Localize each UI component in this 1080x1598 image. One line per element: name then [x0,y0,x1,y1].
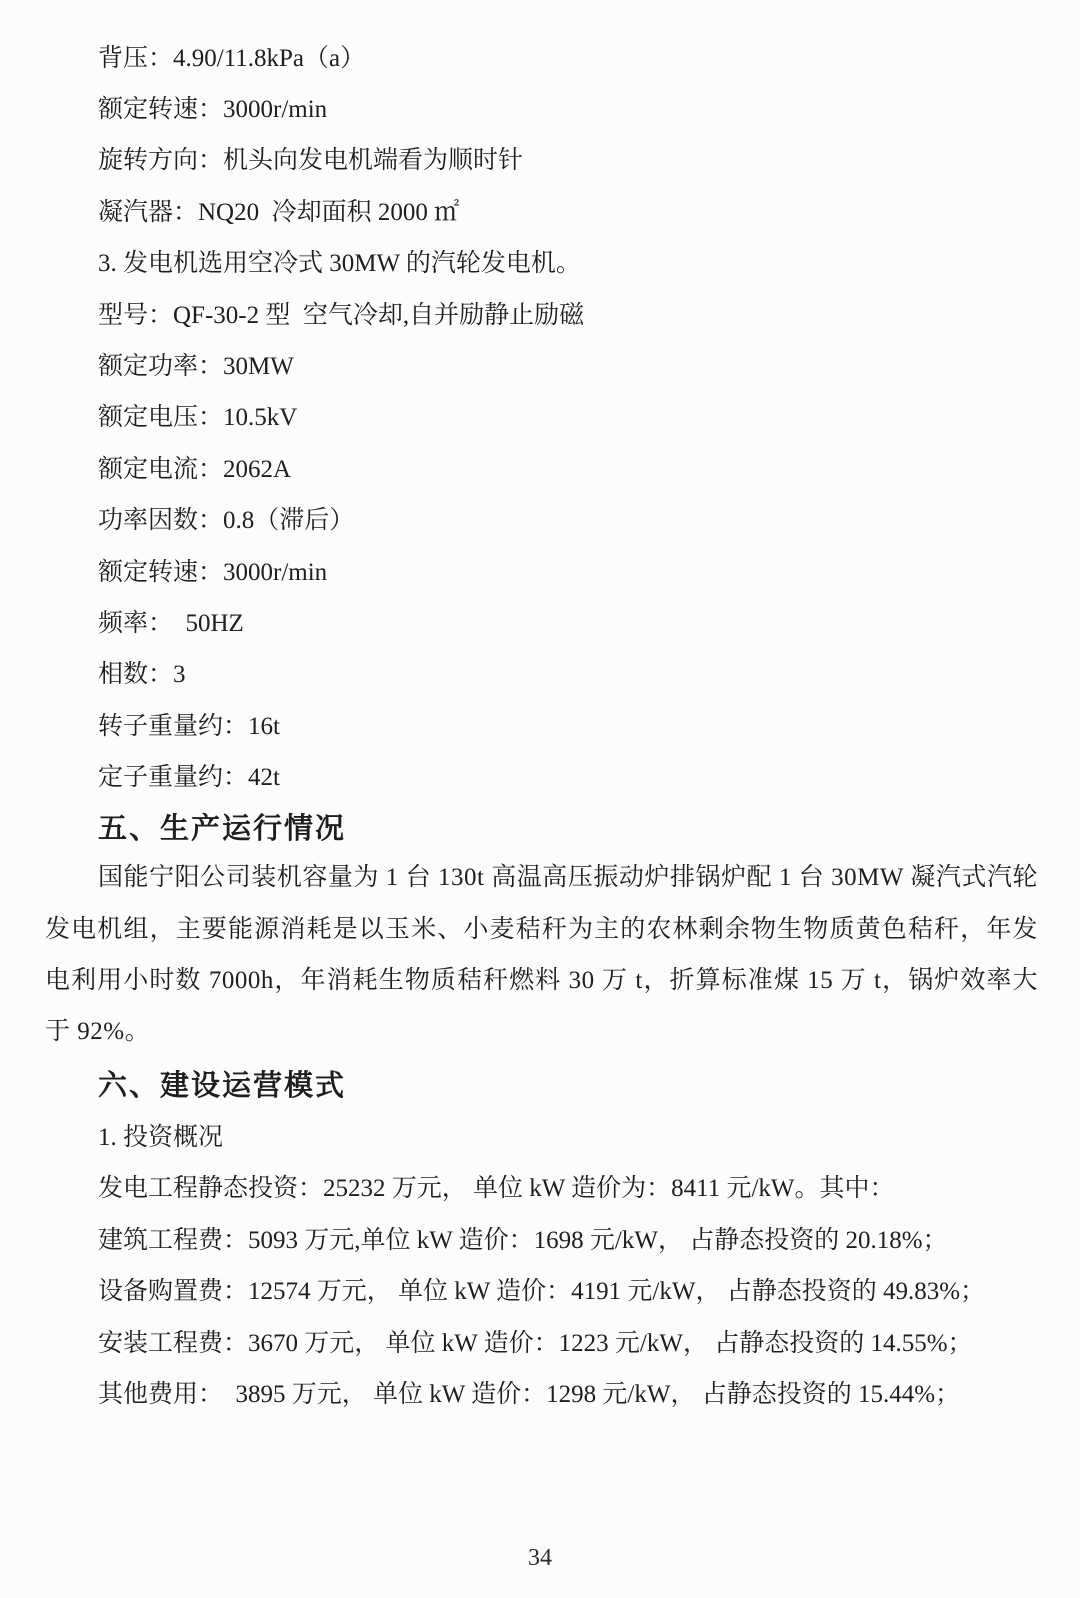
spec-line: 型号：QF-30-2 型 空气冷却,自并励静止励磁 [98,301,585,329]
spec-line: 额定功率：30MW [98,353,294,381]
spec-line: 旋转方向：机头向发电机端看为顺时针 [98,147,524,175]
spec-line: 功率因数：0.8（滞后） [98,507,355,535]
investment-line: 发电工程静态投资：25232 万元， 单位 kW 造价为：8411 元/kW。其中： [98,1175,895,1203]
spec-line: 相数：3 [98,661,186,689]
spec-line: 额定电压：10.5kV [98,404,298,432]
section5-heading: 五、生产运行情况 [98,813,347,846]
spec-line: 频率： 50HZ [98,609,244,637]
section6-heading: 六、建设运营模式 [98,1070,347,1103]
spec-line: 3. 发电机选用空冷式 30MW 的汽轮发电机。 [98,250,581,278]
section5-paragraph: 国能宁阳公司装机容量为 1 台 130t 高温高压振动炉排锅炉配 1 台 30MW 凝汽式汽轮发电机组，主要能源消耗是以玉米、小麦秸秆为主的农林剩余物生物质黄色秸秆，年发电利用小时数 7000h，年消耗生物质秸秆燃料 30 万 t，折算标准煤 15 万 t，锅炉效率大于 92%。 [45,864,1038,1046]
spec-line: 额定转速：3000r/min [98,558,328,586]
spec-line: 定子重量约：42t [98,764,280,792]
document-content [45,30,1038,1418]
investment-line: 设备购置费：12574 万元， 单位 kW 造价：4191 元/kW， 占静态投资的 49.83%； [98,1278,986,1306]
investment-line: 安装工程费：3670 万元， 单位 kW 造价：1223 元/kW， 占静态投资的 14.55%； [98,1329,973,1357]
spec-line: 凝汽器：NQ20 冷却面积 2000 ㎡ [98,198,460,226]
investment-line: 建筑工程费：5093 万元,单位 kW 造价：1698 元/kW， 占静态投资的 20.18%； [98,1226,948,1254]
page-number: 34 [528,1545,552,1571]
spec-line: 背压：4.90/11.8kPa（a） [98,44,366,72]
section6-subheading: 1. 投资概况 [98,1123,224,1151]
spec-line: 转子重量约：16t [98,712,280,740]
spec-line: 额定电流：2062A [98,455,292,483]
investment-line: 其他费用： 3895 万元， 单位 kW 造价：1298 元/kW， 占静态投资的 15.44%； [98,1380,961,1408]
spec-line: 额定转速：3000r/min [98,96,328,124]
